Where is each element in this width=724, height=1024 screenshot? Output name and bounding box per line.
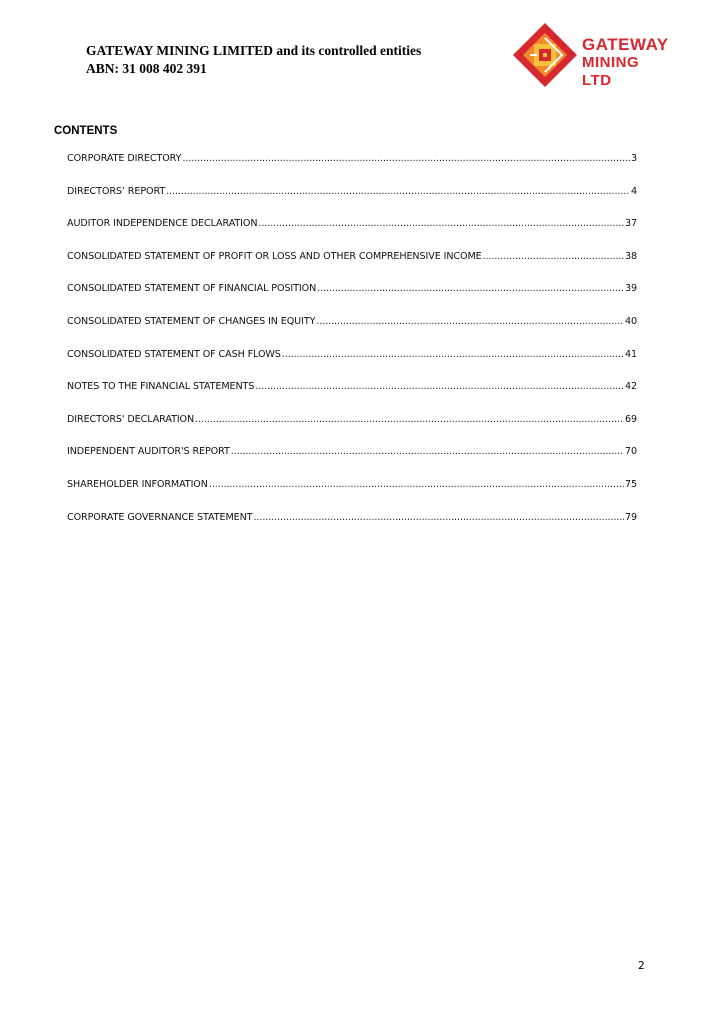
toc-entry[interactable] — [67, 414, 637, 447]
toc-entry-page[interactable]: 75 — [624, 478, 637, 490]
toc-entry[interactable] — [67, 186, 637, 219]
toc-entry-title[interactable]: INDEPENDENT AUDITOR'S REPORT — [67, 446, 230, 458]
toc-dot-leader — [258, 218, 624, 229]
logo-line-1: GATEWAY — [582, 35, 669, 54]
toc-entry-title[interactable]: CORPORATE DIRECTORY — [67, 153, 182, 164]
toc-dot-leader — [255, 381, 624, 392]
abn-number: ABN: 31 008 402 391 — [86, 61, 207, 76]
toc-entry-title[interactable]: AUDITOR INDEPENDENCE DECLARATION — [67, 218, 258, 230]
toc-entry[interactable] — [67, 251, 637, 284]
toc-entry[interactable] — [67, 479, 637, 512]
logo-line-2: MINING LTD — [582, 54, 640, 89]
document-header — [86, 42, 421, 78]
toc-entry-title[interactable]: DIRECTORS' DECLARATION — [67, 413, 195, 425]
toc-dot-leader — [316, 316, 624, 327]
toc-entry-page[interactable]: 70 — [624, 446, 637, 458]
toc-entry-page[interactable]: 3 — [630, 153, 637, 164]
company-logo — [512, 22, 672, 88]
toc-dot-leader — [231, 446, 624, 457]
toc-dot-leader — [253, 512, 624, 523]
toc-entry-title[interactable]: CONSOLIDATED STATEMENT OF CASH FLOWS — [67, 348, 281, 360]
page-number: 2 — [638, 960, 645, 972]
toc-entry[interactable] — [67, 349, 637, 382]
toc-entry-page[interactable]: 69 — [624, 413, 637, 425]
toc-dot-leader — [483, 251, 624, 262]
toc-entry[interactable] — [67, 218, 637, 251]
table-of-contents — [67, 153, 637, 544]
toc-dot-leader — [209, 479, 624, 490]
logo-diamond-icon — [512, 22, 578, 88]
company-name: GATEWAY MINING LIMITED and its controlled entities — [86, 43, 422, 58]
toc-entry-title[interactable]: CONSOLIDATED STATEMENT OF PROFIT OR LOSS AND OTHER COMPREHENSIVE INCOME — [67, 250, 482, 262]
toc-entry-title[interactable]: DIRECTORS’ REPORT — [67, 185, 166, 197]
toc-entry-title[interactable]: NOTES TO THE FINANCIAL STATEMENTS — [67, 381, 255, 393]
toc-entry-page[interactable]: 37 — [624, 218, 637, 230]
toc-entry-page[interactable]: 41 — [624, 348, 637, 360]
toc-entry-page[interactable]: 40 — [624, 315, 637, 327]
toc-entry-page[interactable]: 4 — [630, 185, 637, 197]
toc-entry[interactable] — [67, 381, 637, 414]
toc-dot-leader — [166, 186, 630, 197]
toc-entry-page[interactable]: 38 — [624, 250, 637, 262]
toc-dot-leader — [182, 153, 630, 164]
toc-entry-page[interactable]: 39 — [624, 283, 637, 295]
toc-dot-leader — [282, 349, 624, 360]
toc-entry[interactable] — [67, 316, 637, 349]
toc-dot-leader — [317, 283, 624, 294]
toc-entry[interactable] — [67, 512, 637, 545]
toc-entry-title[interactable]: CORPORATE GOVERNANCE STATEMENT — [67, 511, 253, 523]
toc-entry-page[interactable]: 79 — [624, 511, 637, 523]
toc-entry[interactable] — [67, 283, 637, 316]
toc-entry[interactable] — [67, 446, 637, 479]
toc-entry-page[interactable]: 42 — [624, 381, 637, 393]
toc-entry-title[interactable]: SHAREHOLDER INFORMATION — [67, 478, 208, 490]
contents-heading: CONTENTS — [54, 125, 118, 137]
toc-entry-title[interactable]: CONSOLIDATED STATEMENT OF FINANCIAL POSITION — [67, 283, 317, 295]
toc-entry-title[interactable]: CONSOLIDATED STATEMENT OF CHANGES IN EQUITY — [67, 315, 316, 327]
toc-dot-leader — [195, 414, 624, 425]
logo-wordmark — [582, 36, 672, 90]
toc-entry[interactable] — [67, 153, 637, 186]
